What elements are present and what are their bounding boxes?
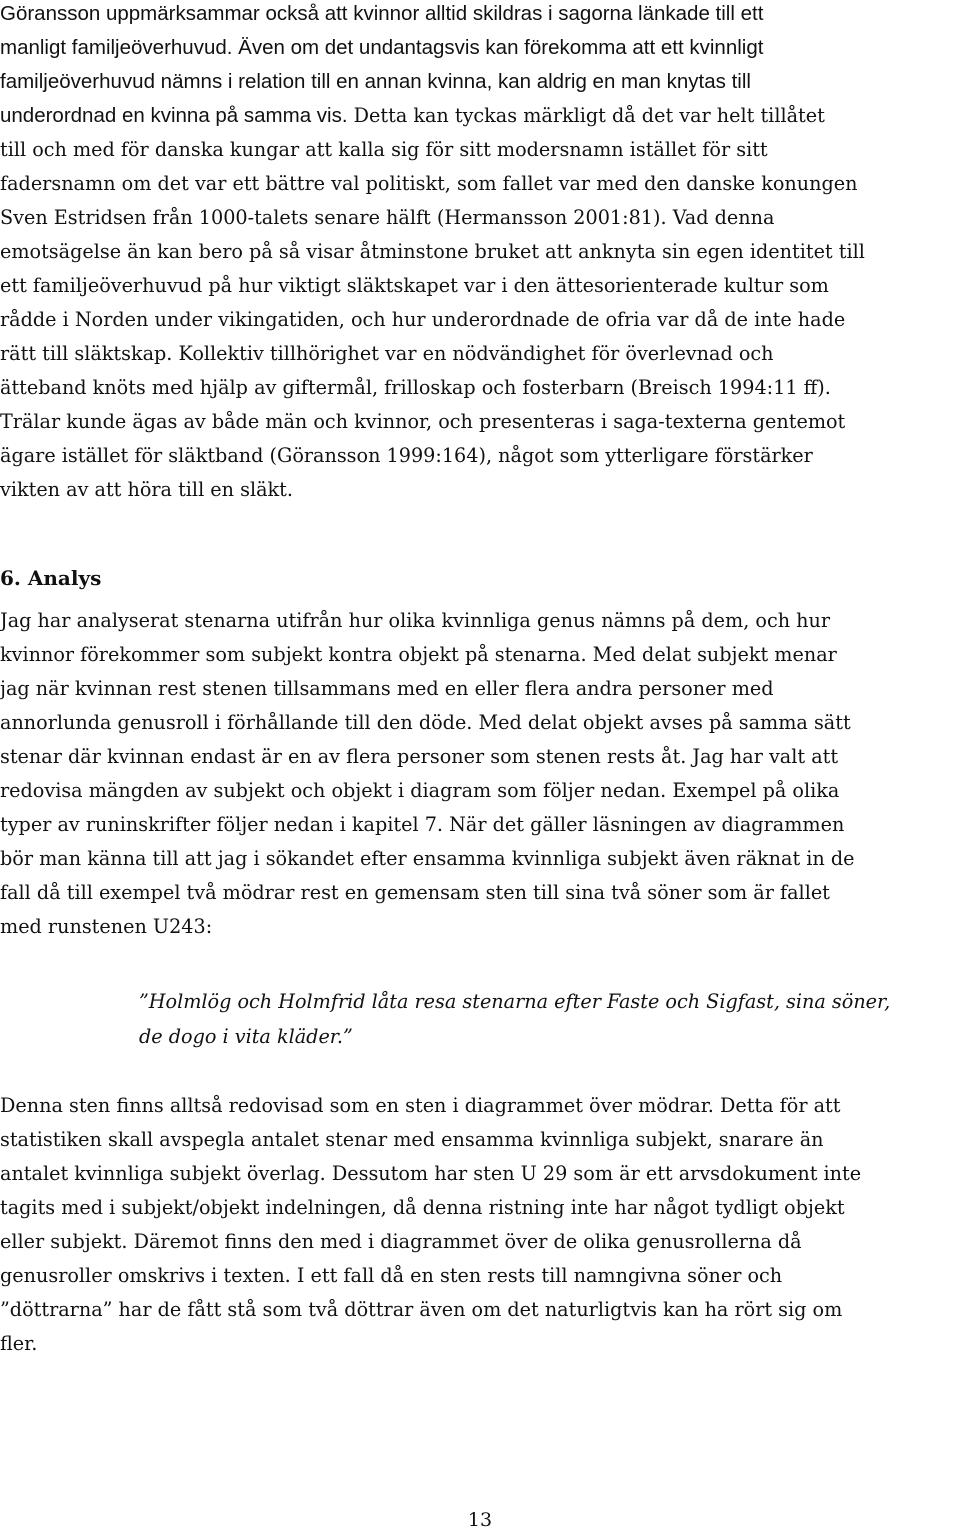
paragraph-line: ”döttrarna” har de fått stå som två döttrar även om det naturligtvis kan ha rört sig om — [0, 1298, 843, 1321]
paragraph-line: rådde i Norden under vikingatiden, och hur underordnade de ofria var då de inte hade — [0, 308, 846, 331]
paragraph-line: statistiken skall avspegla antalet stenar med ensamma kvinnliga subjekt, snarare än — [0, 1128, 824, 1151]
paragraph-line: med runstenen U243: — [0, 915, 213, 938]
paragraph-3 — [0, 1089, 861, 1361]
paragraph-line: jag när kvinnan rest stenen tillsammans med en eller flera andra personer med — [0, 677, 774, 700]
paragraph-line: ätteband knöts med hjälp av giftermål, frilloskap och fosterbarn (Breisch 1994:11 ff). — [0, 376, 831, 399]
text-run: Detta kan tyckas märkligt då det var helt tillåtet — [347, 104, 825, 127]
paragraph-line: Denna sten finns alltså redovisad som en sten i diagrammet över mödrar. Detta för att — [0, 1094, 841, 1117]
paragraph-line — [0, 65, 865, 99]
page-number: 13 — [467, 1509, 493, 1531]
paragraph-line: genusroller omskrivs i texten. I ett fall då en sten rests till namngivna söner och — [0, 1264, 783, 1287]
paragraph-line — [0, 31, 865, 65]
paragraph-line: redovisa mängden av subjekt och objekt i diagram som följer nedan. Exempel på olika — [0, 779, 840, 802]
quote-line: ”Holmlög och Holmfrid låta resa stenarna efter Faste och Sigfast, sina söner, — [139, 990, 891, 1013]
paragraph-line: tagits med i subjekt/objekt indelningen, då denna ristning inte har något tydligt objekt — [0, 1196, 845, 1219]
paragraph-line: ägare istället för släktband (Göransson 1999:164), något som ytterligare förstärker — [0, 444, 813, 467]
paragraph-line: rätt till släktskap. Kollektiv tillhörighet var en nödvändighet för överlevnad och — [0, 342, 774, 365]
paragraph-line: annorlunda genusroll i förhållande till den döde. Med delat objekt avses på samma sätt — [0, 711, 851, 734]
paragraph-line: Trälar kunde ägas av både män och kvinnor, och presenteras i saga-texterna gentemot — [0, 410, 846, 433]
paragraph-line — [0, 99, 865, 133]
section-heading: 6. Analys — [0, 566, 102, 590]
text-run: underordnad en kvinna på samma vis. — [0, 104, 348, 127]
text-run: familjeöverhuvud nämns i relation till en annan kvinna, kan aldrig en man knytas till — [0, 70, 751, 93]
paragraph-line: bör man känna till att jag i sökandet efter ensamma kvinnliga subjekt även räknat in de — [0, 847, 855, 870]
paragraph-line — [0, 0, 865, 31]
paragraph-line: ett familjeöverhuvud på hur viktigt släktskapet var i den ättesorienterade kultur som — [0, 274, 829, 297]
block-quote — [139, 984, 890, 1054]
quote-line: de dogo i vita kläder.” — [139, 1025, 353, 1048]
text-run: Göransson uppmärksammar också att kvinnor alltid skildras i sagorna länkade till ett — [0, 2, 764, 25]
paragraph-line: emotsägelse än kan bero på så visar åtminstone bruket att anknyta sin egen identitet till — [0, 240, 865, 263]
paragraph-line: till och med för danska kungar att kalla sig för sitt modersnamn istället för sitt — [0, 138, 768, 161]
paragraph-line: kvinnor förekommer som subjekt kontra objekt på stenarna. Med delat subjekt menar — [0, 643, 837, 666]
paragraph-line: fall då till exempel två mödrar rest en gemensam sten till sina två söner som är fallet — [0, 881, 830, 904]
paragraph-line: vikten av att höra till en släkt. — [0, 478, 293, 501]
paragraph-line: antalet kvinnliga subjekt överlag. Dessutom har sten U 29 som är ett arvsdokument inte — [0, 1162, 862, 1185]
text-run: manligt familjeöverhuvud. Även om det undantagsvis kan förekomma att ett kvinnligt — [0, 36, 764, 59]
paragraph-line: fler. — [0, 1332, 38, 1355]
paragraph-line: eller subjekt. Däremot finns den med i diagrammet över de olika genusrollerna då — [0, 1230, 802, 1253]
paragraph-1 — [0, 0, 865, 507]
paragraph-line: Sven Estridsen från 1000-talets senare hälft (Hermansson 2001:81). Vad denna — [0, 206, 775, 229]
paragraph-line: fadersnamn om det var ett bättre val politiskt, som fallet var med den danske konungen — [0, 172, 858, 195]
paragraph-line: Jag har analyserat stenarna utifrån hur olika kvinnliga genus nämns på dem, och hur — [0, 609, 831, 632]
paragraph-line: stenar där kvinnan endast är en av flera personer som stenen rests åt. Jag har valt att — [0, 745, 839, 768]
paragraph-2 — [0, 604, 855, 944]
paragraph-line: typer av runinskrifter följer nedan i kapitel 7. När det gäller läsningen av diagrammen — [0, 813, 845, 836]
